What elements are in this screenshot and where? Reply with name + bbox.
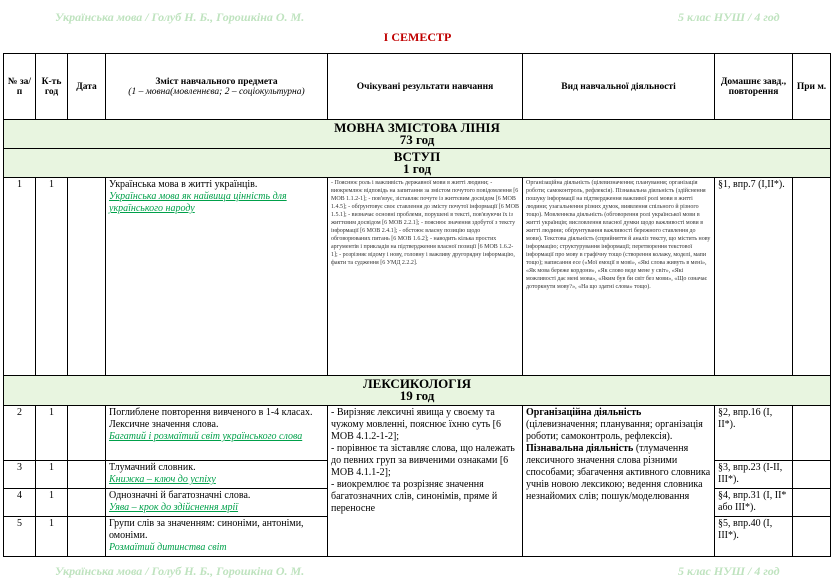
section-intro-title: ВСТУП (393, 149, 441, 164)
section-band-intro (4, 149, 831, 178)
page-header-bottom (0, 564, 835, 582)
row-date (68, 489, 106, 517)
col-activity: Вид навчальної діяльності (523, 54, 715, 120)
col-homework: Домашнє завд., повторення (715, 54, 793, 120)
section-line-hours: 73 год (399, 132, 435, 147)
row-homework: §3, впр.23 (І-ІІ, ІІІ*). (715, 461, 793, 489)
row-note (793, 406, 831, 461)
footer-left-text: Українська мова / Голуб Н. Б., Горошкіна О. М. (55, 564, 305, 578)
row-results: - Пояснює роль і важливість державної мови в житті людини; - виокремлює відповідь на запитання за змістом почутого повідомлення [6 МОВ 1.1.2-1]; - пов'язує, зіставляє почуте із життєвим досвідом [6 МОВ 1.4.5]; - обґрунтовує своє ставлення до змісту почутої інформації [6 МОВ 1.5.1]; - визначає основні проблеми, порушені в тексті, пов'язуючи їх із життєвим досвідом [6 МОВ 2.2.1]; - пояснює значення здобутої з тексту інформації [6 МОВ 2.4.1]; - обстоює власну позицію щодо обговорюваних питань [6 МОВ 1.6.2]; - наводить кілька простих аргументів і прикладів на підтвердження власної позиції [6 МОВ 1.6.2-1]; - розрізняє відому і нову, головну і важливу другорядну інформацію, факти та судження [6 УМД 2.2.2]. (328, 178, 523, 376)
col-content-title: Зміст навчального предмета (155, 76, 278, 87)
activity-cog-text: (тлумачення лексичного значення слова різними способами; збагачення активного словника учнів новою лексикою; ведення словника незнайомих слів; пошук/моделювання (526, 443, 711, 502)
row-date (68, 517, 106, 557)
page-header-top (0, 10, 835, 28)
row-num: 2 (4, 406, 36, 461)
row-hours: 1 (36, 406, 68, 461)
table-row (4, 178, 831, 376)
col-note: При м. (793, 54, 831, 120)
table-header-row (4, 54, 831, 120)
row-content (106, 489, 328, 517)
row-content (106, 178, 328, 376)
section-band-lexicology (4, 376, 831, 406)
row-content (106, 406, 328, 461)
activity-org-text: (цілевизначення; планування; організація роботи; самоконтроль, рефлексія). (526, 419, 703, 442)
row-date (68, 178, 106, 376)
header-right-text: 5 клас НУШ / 4 год (678, 10, 780, 24)
table-row (4, 406, 831, 461)
row-num: 5 (4, 517, 36, 557)
row-date (68, 461, 106, 489)
row-homework: §2, впр.16 (І, ІІ*). (715, 406, 793, 461)
row-topic: Поглиблене повторення вивченого в 1-4 класах. Лексичне значення слова. (109, 407, 313, 430)
row-homework: §1, впр.7 (І,ІІ*). (715, 178, 793, 376)
footer-right-text: 5 клас НУШ / 4 год (678, 564, 780, 578)
row-note (793, 178, 831, 376)
curriculum-table (3, 53, 831, 557)
section-intro-hours: 1 год (402, 161, 432, 176)
row-subtopic: Книжка – ключ до успіху (109, 474, 216, 485)
row-subtopic: Уява – крок до здійснення мрії (109, 502, 239, 513)
col-num: № за/п (4, 54, 36, 120)
col-hours: К-ть год (36, 54, 68, 120)
row-topic: Українська мова в житті українців. (109, 179, 258, 190)
section-lex-title: ЛЕКСИКОЛОГІЯ (362, 376, 472, 391)
row-content (106, 517, 328, 557)
row-subtopic: Українська мова як найвища цінність для українського народу (109, 191, 287, 214)
row-content (106, 461, 328, 489)
row-homework: §4, впр.31 (І, ІІ* або ІІІ*). (715, 489, 793, 517)
col-content-sub: (1 – мовна(мовленнєва; 2 – соціокультурна) (128, 86, 305, 97)
row-date (68, 406, 106, 461)
activity-org-title: Організаційна діяльність (526, 407, 642, 418)
col-content (106, 54, 328, 120)
row-subtopic: Багатий і розмаїтий світ українського слова (109, 431, 303, 442)
col-results: Очікувані результати навчання (328, 54, 523, 120)
section-line-title: МОВНА ЗМІСТОВА ЛІНІЯ (334, 120, 500, 135)
row-hours: 1 (36, 517, 68, 557)
row-activity: Організаційна діяльність (цілевизначення; планування; організація роботи; самоконтроль, рефлексія). Пізнавальна діяльність (здійснення пошуку інформації на підтвердження важливої ролі мови в житті людини; узагальнення різних думок, виявлення спільного й різного тощо). Мовленнєва діяльність (обговорення ролі української мови в житті українців; висловлення власної думки щодо важливості мови в житті людини; обґрунтування важливості бережного ставлення до мови). Текстова діяльність (сприйняття й аналіз тексту, що містить нову інформацію; структурування інформації; перетворення текстової інформації про мову в графічну тощо (створення колажу, моделі, мапи тощо); написання есе («Мої емоції в мові», «Які слова живуть в мені», «Як мова береже кордони», «Як слово веде мене у світ», «Які можливості дає мені мова», «Яким був би світ без мови», «Що означає доторкнути мову?», «На що здатні слова» тощо). (523, 178, 715, 376)
section-lex-hours: 19 год (399, 388, 435, 403)
row-subtopic: Розмаїтий дитинства світ (109, 542, 227, 553)
row-topic: Однозначні й багатозначні слова. (109, 490, 251, 501)
row-note (793, 489, 831, 517)
row-topic: Тлумачний словник. (109, 462, 196, 473)
row-activity-shared (523, 406, 715, 557)
row-note (793, 461, 831, 489)
row-num: 3 (4, 461, 36, 489)
semester-title: І СЕМЕСТР (383, 30, 452, 44)
row-results-shared: - Вирізняє лексичні явища у своєму та чужому мовленні, пояснює їхню суть [6 МОВ 4.1.2-1-2]; - порівнює та зіставляє слова, що належать до певних груп за вивченими ознаками [6 МОВ 4.1.1-2]; - виокремлює та розрізняє значення багатозначних слів, синонімів, пряме й переносне (328, 406, 523, 557)
row-hours: 1 (36, 178, 68, 376)
col-date: Дата (68, 54, 106, 120)
header-left-text: Українська мова / Голуб Н. Б., Горошкіна О. М. (55, 10, 305, 24)
activity-cog-title: Пізнавальна діяльність (526, 443, 634, 454)
section-band-line (4, 120, 831, 149)
row-hours: 1 (36, 461, 68, 489)
row-num: 1 (4, 178, 36, 376)
row-num: 4 (4, 489, 36, 517)
row-topic: Групи слів за значенням: синоніми, антоніми, омоніми. (109, 518, 304, 541)
row-note (793, 517, 831, 557)
row-hours: 1 (36, 489, 68, 517)
row-homework: §5, впр.40 (І, ІІІ*). (715, 517, 793, 557)
